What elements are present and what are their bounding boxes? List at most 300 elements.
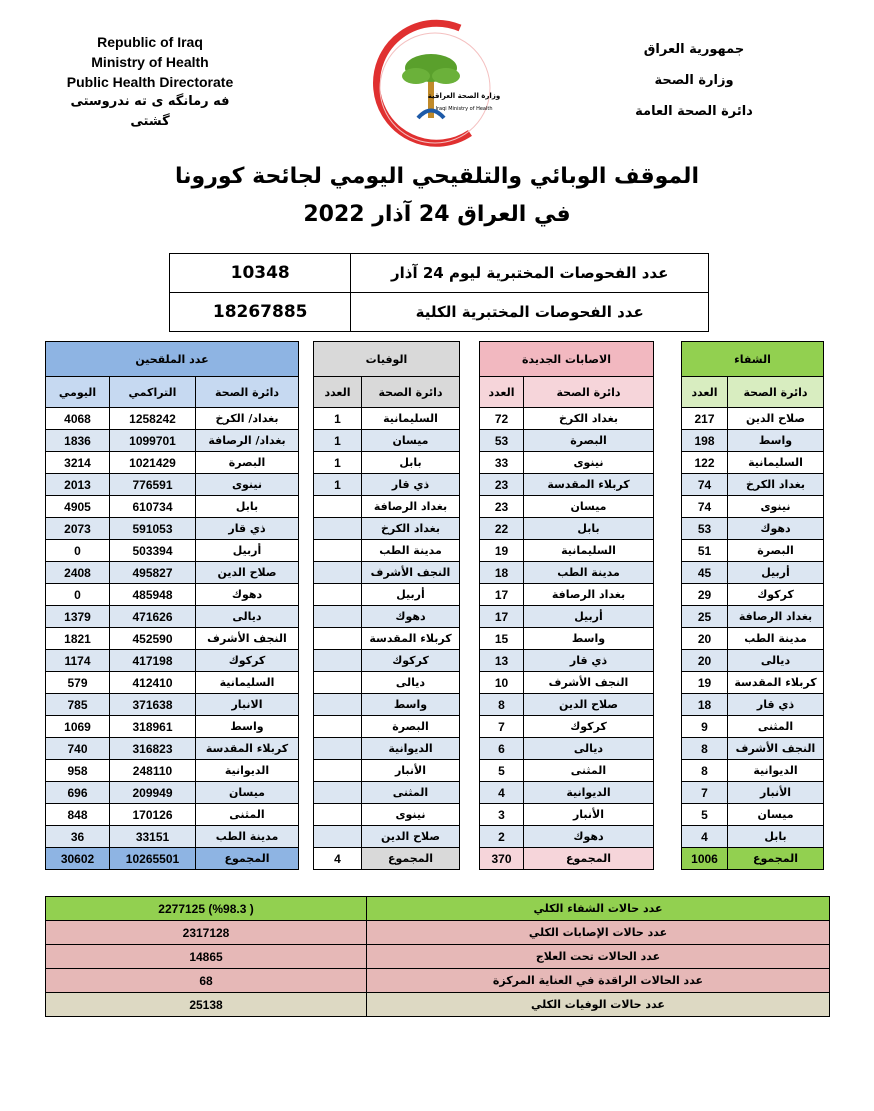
recovered-count: 8: [682, 760, 728, 782]
vaccinated-directorate: الديوانية: [196, 760, 299, 782]
deaths-directorate: المثنى: [362, 782, 460, 804]
recovered-count: 20: [682, 628, 728, 650]
vaccinated-cumulative: 485948: [110, 584, 196, 606]
recovered-directorate: النجف الأشرف: [728, 738, 824, 760]
spacer: [654, 782, 682, 804]
spacer: [654, 518, 682, 540]
spacer: [299, 738, 314, 760]
spacer: [299, 672, 314, 694]
spacer: [654, 606, 682, 628]
col-directorate: دائرة الصحة: [728, 377, 824, 408]
spacer: [460, 694, 480, 716]
recovered-directorate: ديالى: [728, 650, 824, 672]
spacer: [654, 496, 682, 518]
vaccinated-cumulative: 371638: [110, 694, 196, 716]
recovered-count: 45: [682, 562, 728, 584]
vaccinated-daily: 579: [46, 672, 110, 694]
spacer: [654, 628, 682, 650]
new-cases-count: 5: [480, 760, 524, 782]
vaccinated-cumulative: 316823: [110, 738, 196, 760]
logo-subtext: Iraqi Ministry of Health: [435, 106, 493, 112]
spacer: [654, 408, 682, 430]
summary-label: عدد حالات الإصابات الكلي: [367, 921, 830, 945]
total-deaths: 4: [314, 848, 362, 870]
recovered-directorate: كربلاء المقدسة: [728, 672, 824, 694]
summary-row: [46, 945, 830, 969]
total-vac-cumulative: 10265501: [110, 848, 196, 870]
recovered-directorate: دهوك: [728, 518, 824, 540]
table-row: [46, 804, 824, 826]
spacer: [460, 716, 480, 738]
recovered-count: 18: [682, 694, 728, 716]
deaths-directorate: بغداد الرصافة: [362, 496, 460, 518]
spacer: [299, 408, 314, 430]
new-cases-count: 13: [480, 650, 524, 672]
recovered-directorate: صلاح الدين: [728, 408, 824, 430]
vaccinated-directorate: كربلاء المقدسة: [196, 738, 299, 760]
recovered-directorate: مدينة الطب: [728, 628, 824, 650]
logo-text: وزارة الصحة العراقية: [427, 92, 501, 100]
new-cases-count: 17: [480, 606, 524, 628]
vaccinated-directorate: ميسان: [196, 782, 299, 804]
deaths-count: [314, 562, 362, 584]
vaccinated-directorate: بغداد/ الرصافة: [196, 430, 299, 452]
total-label: المجموع: [362, 848, 460, 870]
header-en-line: Republic of Iraq: [97, 34, 203, 50]
new-cases-count: 6: [480, 738, 524, 760]
deaths-directorate: الديوانية: [362, 738, 460, 760]
table-row: [46, 452, 824, 474]
spacer: [654, 826, 682, 848]
deaths-count: [314, 694, 362, 716]
daily-tests-label: عدد الفحوصات المختبرية ليوم 24 آذار: [351, 254, 709, 293]
spacer: [460, 826, 480, 848]
total-label: المجموع: [196, 848, 299, 870]
spacer: [460, 377, 480, 408]
total-tests-value: 18267885: [170, 293, 351, 332]
vaccinated-daily: 1174: [46, 650, 110, 672]
vaccinated-cumulative: 248110: [110, 760, 196, 782]
table-row: [46, 760, 824, 782]
recovered-directorate: نينوى: [728, 496, 824, 518]
spacer: [460, 628, 480, 650]
spacer: [654, 377, 682, 408]
deaths-count: [314, 650, 362, 672]
spacer: [299, 650, 314, 672]
deaths-directorate: ميسان: [362, 430, 460, 452]
deaths-count: [314, 760, 362, 782]
table-row: [46, 694, 824, 716]
col-directorate: دائرة الصحة: [362, 377, 460, 408]
spacer: [299, 716, 314, 738]
vaccinated-directorate: صلاح الدين: [196, 562, 299, 584]
spacer: [654, 540, 682, 562]
summary-value: 14865: [46, 945, 367, 969]
table-row: [46, 430, 824, 452]
vaccinated-daily: 3214: [46, 452, 110, 474]
vaccinated-directorate: بغداد/ الكرخ: [196, 408, 299, 430]
spacer: [299, 584, 314, 606]
col-count: العدد: [480, 377, 524, 408]
recovered-directorate: بغداد الرصافة: [728, 606, 824, 628]
vaccinated-directorate: دهوك: [196, 584, 299, 606]
deaths-directorate: أربيل: [362, 584, 460, 606]
covid-main-table: [45, 341, 824, 870]
recovered-count: 217: [682, 408, 728, 430]
new-cases-count: 23: [480, 474, 524, 496]
vaccinated-daily: 848: [46, 804, 110, 826]
spacer: [654, 474, 682, 496]
new-cases-directorate: صلاح الدين: [524, 694, 654, 716]
spacer: [460, 606, 480, 628]
table-row: [46, 518, 824, 540]
vaccinated-directorate: البصرة: [196, 452, 299, 474]
recovered-count: 19: [682, 672, 728, 694]
vaccinated-cumulative: 452590: [110, 628, 196, 650]
vaccinated-directorate: بابل: [196, 496, 299, 518]
summary-value: 25138: [46, 993, 367, 1017]
spacer: [654, 848, 682, 870]
daily-tests-value: 10348: [170, 254, 351, 293]
summary-label: عدد الحالات الراقدة في العناية المركزة: [367, 969, 830, 993]
spacer: [654, 430, 682, 452]
spacer: [299, 452, 314, 474]
spacer: [299, 804, 314, 826]
new-cases-count: 53: [480, 430, 524, 452]
vaccinated-cumulative: 1099701: [110, 430, 196, 452]
recovered-directorate: الأنبار: [728, 782, 824, 804]
vaccinated-directorate: النجف الأشرف: [196, 628, 299, 650]
deaths-count: [314, 606, 362, 628]
deaths-directorate: بغداد الكرخ: [362, 518, 460, 540]
vaccinated-directorate: ديالى: [196, 606, 299, 628]
deaths-count: [314, 804, 362, 826]
recovered-count: 122: [682, 452, 728, 474]
new-cases-count: 3: [480, 804, 524, 826]
total-label: المجموع: [728, 848, 824, 870]
summary-row: [46, 921, 830, 945]
vaccinated-cumulative: 170126: [110, 804, 196, 826]
recovered-directorate: ذي قار: [728, 694, 824, 716]
deaths-directorate: السليمانية: [362, 408, 460, 430]
vaccinated-daily: 2013: [46, 474, 110, 496]
spacer: [654, 694, 682, 716]
header-arabic: [604, 34, 784, 127]
recovered-count: 5: [682, 804, 728, 826]
deaths-count: [314, 782, 362, 804]
vaccinated-directorate: ذي قار: [196, 518, 299, 540]
vaccinated-cumulative: 318961: [110, 716, 196, 738]
new-cases-directorate: النجف الأشرف: [524, 672, 654, 694]
table-row: [46, 496, 824, 518]
vaccinated-header: عدد الملقحين: [46, 342, 299, 377]
spacer: [299, 474, 314, 496]
deaths-directorate: نينوى: [362, 804, 460, 826]
vaccinated-daily: 1379: [46, 606, 110, 628]
spacer: [460, 342, 480, 377]
page-subtitle: في العراق 24 آذار 2022: [303, 202, 571, 227]
new-cases-directorate: دهوك: [524, 826, 654, 848]
header-en-line: Public Health Directorate: [66, 74, 234, 90]
spacer: [654, 672, 682, 694]
spacer: [460, 782, 480, 804]
tests-table: [169, 253, 709, 332]
recovered-directorate: المثنى: [728, 716, 824, 738]
header-ar-line: وزارة الصحة: [654, 73, 734, 88]
spacer: [460, 584, 480, 606]
deaths-directorate: النجف الأشرف: [362, 562, 460, 584]
vaccinated-directorate: المثنى: [196, 804, 299, 826]
header-en-line: فه رمانگه ی ته ندروستی گشتی: [70, 94, 230, 129]
vaccinated-directorate: مدينة الطب: [196, 826, 299, 848]
vaccinated-cumulative: 591053: [110, 518, 196, 540]
spacer: [460, 430, 480, 452]
summary-label: عدد حالات الوفيات الكلي: [367, 993, 830, 1017]
deaths-directorate: واسط: [362, 694, 460, 716]
new-cases-count: 2: [480, 826, 524, 848]
spacer: [654, 562, 682, 584]
spacer: [654, 738, 682, 760]
header-ar-line: جمهورية العراق: [643, 42, 745, 57]
deaths-directorate: ديالى: [362, 672, 460, 694]
vaccinated-cumulative: 471626: [110, 606, 196, 628]
vaccinated-daily: 36: [46, 826, 110, 848]
new-cases-directorate: السليمانية: [524, 540, 654, 562]
spacer: [299, 782, 314, 804]
table-row: [46, 650, 824, 672]
vaccinated-daily: 785: [46, 694, 110, 716]
spacer: [460, 496, 480, 518]
deaths-count: [314, 518, 362, 540]
table-body: [46, 408, 824, 848]
vaccinated-cumulative: 1258242: [110, 408, 196, 430]
header-ar-line: دائرة الصحة العامة: [635, 104, 753, 119]
recovered-directorate: بابل: [728, 826, 824, 848]
new-cases-count: 33: [480, 452, 524, 474]
vaccinated-directorate: أربيل: [196, 540, 299, 562]
recovered-count: 74: [682, 474, 728, 496]
new-cases-directorate: أربيل: [524, 606, 654, 628]
summary-table: [45, 896, 830, 1017]
deaths-directorate: مدينة الطب: [362, 540, 460, 562]
vaccinated-directorate: الانبار: [196, 694, 299, 716]
summary-label: عدد الحالات تحت العلاج: [367, 945, 830, 969]
table-row: [46, 540, 824, 562]
col-count: العدد: [682, 377, 728, 408]
deaths-directorate: الأنبار: [362, 760, 460, 782]
vaccinated-cumulative: 412410: [110, 672, 196, 694]
new-cases-directorate: مدينة الطب: [524, 562, 654, 584]
vaccinated-daily: 0: [46, 584, 110, 606]
recovered-directorate: أربيل: [728, 562, 824, 584]
spacer: [460, 650, 480, 672]
table-row: [46, 826, 824, 848]
new-cases-count: 4: [480, 782, 524, 804]
table-row: [46, 738, 824, 760]
spacer: [460, 408, 480, 430]
spacer: [654, 760, 682, 782]
spacer: [299, 430, 314, 452]
recovered-directorate: بغداد الكرخ: [728, 474, 824, 496]
recovered-directorate: كركوك: [728, 584, 824, 606]
spacer: [299, 377, 314, 408]
summary-row: [46, 969, 830, 993]
table-row: [46, 562, 824, 584]
vaccinated-daily: 2408: [46, 562, 110, 584]
spacer: [654, 716, 682, 738]
new-cases-count: 18: [480, 562, 524, 584]
new-cases-directorate: كركوك: [524, 716, 654, 738]
deaths-count: 1: [314, 430, 362, 452]
new-cases-directorate: ميسان: [524, 496, 654, 518]
deaths-directorate: بابل: [362, 452, 460, 474]
vaccinated-directorate: السليمانية: [196, 672, 299, 694]
vaccinated-cumulative: 776591: [110, 474, 196, 496]
vaccinated-cumulative: 417198: [110, 650, 196, 672]
header-en-line: Ministry of Health: [91, 54, 209, 70]
spacer: [460, 672, 480, 694]
vaccinated-directorate: واسط: [196, 716, 299, 738]
spacer: [460, 562, 480, 584]
new-cases-count: 10: [480, 672, 524, 694]
recovered-directorate: السليمانية: [728, 452, 824, 474]
recovered-directorate: ميسان: [728, 804, 824, 826]
page-title: الموقف الوبائي والتلقيحي اليومي لجائحة كورونا: [175, 164, 699, 189]
deaths-directorate: كركوك: [362, 650, 460, 672]
spacer: [299, 342, 314, 377]
new-cases-directorate: البصرة: [524, 430, 654, 452]
table-row: [46, 606, 824, 628]
table-row: [46, 782, 824, 804]
summary-value: 68: [46, 969, 367, 993]
new-cases-directorate: نينوى: [524, 452, 654, 474]
vaccinated-cumulative: 610734: [110, 496, 196, 518]
deaths-directorate: صلاح الدين: [362, 826, 460, 848]
vaccinated-cumulative: 209949: [110, 782, 196, 804]
deaths-directorate: البصرة: [362, 716, 460, 738]
new-cases-directorate: بغداد الكرخ: [524, 408, 654, 430]
deaths-count: [314, 540, 362, 562]
summary-row: [46, 993, 830, 1017]
vaccinated-daily: 0: [46, 540, 110, 562]
new-cases-directorate: الأنبار: [524, 804, 654, 826]
summary-row: [46, 897, 830, 921]
recovered-count: 4: [682, 826, 728, 848]
spacer: [460, 452, 480, 474]
deaths-header: الوفيات: [314, 342, 460, 377]
vaccinated-cumulative: 33151: [110, 826, 196, 848]
deaths-count: [314, 738, 362, 760]
new-cases-directorate: كربلاء المقدسة: [524, 474, 654, 496]
vaccinated-cumulative: 1021429: [110, 452, 196, 474]
recovered-header: الشفاء: [682, 342, 824, 377]
recovered-count: 53: [682, 518, 728, 540]
spacer: [460, 738, 480, 760]
new-cases-count: 23: [480, 496, 524, 518]
new-cases-count: 17: [480, 584, 524, 606]
vaccinated-daily: 2073: [46, 518, 110, 540]
spacer: [654, 342, 682, 377]
recovered-directorate: البصرة: [728, 540, 824, 562]
recovered-count: 74: [682, 496, 728, 518]
vaccinated-daily: 1821: [46, 628, 110, 650]
vaccinated-daily: 1836: [46, 430, 110, 452]
spacer: [299, 540, 314, 562]
col-directorate: دائرة الصحة: [196, 377, 299, 408]
new-cases-count: 72: [480, 408, 524, 430]
spacer: [299, 628, 314, 650]
spacer: [299, 760, 314, 782]
new-cases-directorate: الديوانية: [524, 782, 654, 804]
new-cases-directorate: بغداد الرصافة: [524, 584, 654, 606]
col-cumulative: التراكمي: [110, 377, 196, 408]
vaccinated-daily: 696: [46, 782, 110, 804]
deaths-directorate: كربلاء المقدسة: [362, 628, 460, 650]
deaths-count: [314, 496, 362, 518]
new-cases-directorate: ذي قار: [524, 650, 654, 672]
summary-label: عدد حالات الشفاء الكلي: [367, 897, 830, 921]
vaccinated-daily: 958: [46, 760, 110, 782]
vaccinated-daily: 1069: [46, 716, 110, 738]
new-cases-count: 8: [480, 694, 524, 716]
col-directorate: دائرة الصحة: [524, 377, 654, 408]
header-english: [50, 32, 250, 132]
deaths-directorate: دهوك: [362, 606, 460, 628]
recovered-count: 8: [682, 738, 728, 760]
ministry-logo: [360, 18, 510, 148]
spacer: [460, 848, 480, 870]
deaths-directorate: ذي قار: [362, 474, 460, 496]
table-row: [46, 716, 824, 738]
vaccinated-daily: 740: [46, 738, 110, 760]
summary-value: 2277125 (%98.3 ): [46, 897, 367, 921]
spacer: [299, 518, 314, 540]
new-cases-directorate: بابل: [524, 518, 654, 540]
col-count: العدد: [314, 377, 362, 408]
vaccinated-directorate: كركوك: [196, 650, 299, 672]
spacer: [299, 562, 314, 584]
spacer: [299, 826, 314, 848]
spacer: [460, 474, 480, 496]
deaths-count: [314, 628, 362, 650]
spacer: [299, 606, 314, 628]
vaccinated-cumulative: 495827: [110, 562, 196, 584]
vaccinated-cumulative: 503394: [110, 540, 196, 562]
deaths-count: 1: [314, 408, 362, 430]
total-recovered: 1006: [682, 848, 728, 870]
table-row: [46, 408, 824, 430]
total-new-cases: 370: [480, 848, 524, 870]
table-row: [46, 628, 824, 650]
deaths-count: [314, 716, 362, 738]
total-label: المجموع: [524, 848, 654, 870]
recovered-directorate: واسط: [728, 430, 824, 452]
deaths-count: 1: [314, 474, 362, 496]
deaths-count: [314, 672, 362, 694]
recovered-count: 29: [682, 584, 728, 606]
table-row: [46, 584, 824, 606]
total-tests-label: عدد الفحوصات المختبرية الكلية: [351, 293, 709, 332]
new-cases-header: الاصابات الجديدة: [480, 342, 654, 377]
recovered-count: 7: [682, 782, 728, 804]
recovered-directorate: الديوانية: [728, 760, 824, 782]
spacer: [299, 694, 314, 716]
recovered-count: 198: [682, 430, 728, 452]
new-cases-count: 7: [480, 716, 524, 738]
spacer: [460, 518, 480, 540]
table-row: [46, 672, 824, 694]
new-cases-count: 15: [480, 628, 524, 650]
